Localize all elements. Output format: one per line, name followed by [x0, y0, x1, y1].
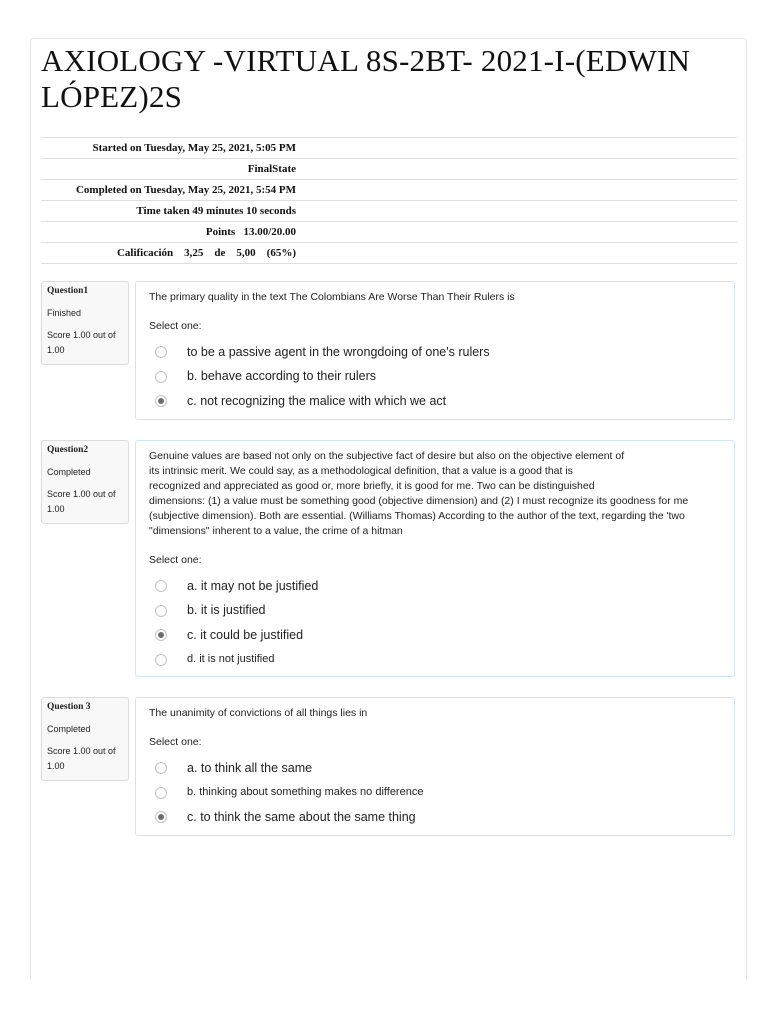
- page-title: AXIOLOGY -VIRTUAL 8S-2BT- 2021-I-(EDWIN LÓPEZ)2S: [41, 43, 691, 114]
- answer-option-selected[interactable]: [149, 805, 721, 830]
- summary-label: Points: [205, 226, 236, 238]
- answer-option-label[interactable]: b. it is justified: [187, 603, 266, 618]
- radio-button-checked[interactable]: [155, 811, 167, 823]
- select-one-prompt: Select one:: [149, 554, 202, 566]
- summary-row-grade: [41, 243, 737, 264]
- answer-option-label[interactable]: c. not recognizing the malice with which we act: [187, 393, 447, 408]
- summary-label: Calificación: [116, 247, 174, 259]
- radio-button-checked[interactable]: [155, 629, 167, 641]
- answer-option[interactable]: [149, 648, 721, 673]
- answer-option-selected[interactable]: [149, 623, 721, 648]
- answer-option[interactable]: [149, 340, 721, 365]
- answer-option[interactable]: [149, 756, 721, 781]
- answer-options: [149, 756, 721, 830]
- question-text-line: The unanimity of convictions of all things lies in: [149, 707, 368, 719]
- summary-row-completed: [41, 180, 737, 201]
- question-content: [135, 697, 735, 836]
- question-text-line: (subjective dimension). Both are essential. (Williams Thomas) According to the author of the text, regarding the 'two: [149, 510, 685, 522]
- radio-button[interactable]: [155, 371, 167, 383]
- answer-option[interactable]: [149, 781, 721, 806]
- question-number: Question 3: [47, 702, 91, 712]
- select-one-prompt: Select one:: [149, 320, 202, 332]
- summary-value: FinalState: [247, 163, 296, 175]
- summary-value: 49 minutes 10 seconds: [192, 205, 296, 217]
- summary-label: Completed on: [75, 184, 142, 196]
- question-text: [149, 449, 721, 539]
- radio-button[interactable]: [155, 654, 167, 666]
- summary-row-points: [41, 222, 737, 243]
- question-text-line: The primary quality in the text The Colombians Are Worse Than Their Rulers is: [149, 291, 515, 303]
- summary-row-state: [41, 159, 737, 180]
- answer-options: [149, 340, 721, 414]
- question-text-line: its intrinsic merit. We could say, as a methodological definition, that a value is a good that is: [149, 465, 573, 477]
- question-number: Question2: [47, 445, 89, 455]
- question-grade: Score 1.00 out of 1.00: [47, 489, 116, 514]
- summary-label: Started on: [92, 142, 142, 154]
- summary-label: Time taken: [136, 205, 190, 217]
- radio-button-checked[interactable]: [155, 395, 167, 407]
- answer-options: [149, 574, 721, 672]
- quiz-review-page: [30, 38, 747, 979]
- answer-option-label[interactable]: a. it may not be justified: [187, 578, 319, 593]
- answer-option-label[interactable]: b. behave according to their rulers: [187, 369, 376, 384]
- question-text-line: "dimensions" inherent to a value, the crime of a hitman: [149, 525, 403, 537]
- question-grade: Score 1.00 out of 1.00: [47, 746, 116, 771]
- attempt-summary-table: [41, 137, 737, 264]
- question-text-line: recognized and appreciated as good or, more briefly, it is good for me. Two can be distinguished: [149, 480, 595, 492]
- question-info: [41, 281, 129, 365]
- question-text-line: dimensions: (1) a value must be something good (objective dimension) and (2) I must recognize its goodness for me: [149, 495, 689, 507]
- radio-button[interactable]: [155, 605, 167, 617]
- question-state: Completed: [47, 724, 91, 734]
- answer-option-label[interactable]: to be a passive agent in the wrongdoing of one's rulers: [187, 344, 490, 359]
- select-one-prompt: Select one:: [149, 736, 202, 748]
- summary-value: Tuesday, May 25, 2021, 5:54 PM: [144, 184, 296, 196]
- summary-row-time-taken: [41, 201, 737, 222]
- question-content: [135, 281, 735, 420]
- radio-button[interactable]: [155, 762, 167, 774]
- question-text: [149, 290, 721, 305]
- answer-option[interactable]: [149, 574, 721, 599]
- radio-button[interactable]: [155, 346, 167, 358]
- radio-button[interactable]: [155, 580, 167, 592]
- question-number: Question1: [47, 286, 89, 296]
- answer-option-label[interactable]: d. it is not justified: [187, 653, 275, 666]
- question-text-line: Genuine values are based not only on the subjective fact of desire but also on the objective element of: [149, 450, 625, 462]
- answer-option-label[interactable]: a. to think all the same: [187, 760, 313, 775]
- summary-value: 13.00/20.00: [243, 226, 296, 238]
- question-grade: Score 1.00 out of 1.00: [47, 330, 116, 355]
- summary-value: 3,25 de 5,00 (65%): [184, 247, 296, 259]
- summary-row-started: [41, 138, 737, 159]
- answer-option-selected[interactable]: [149, 389, 721, 414]
- answer-option[interactable]: [149, 365, 721, 390]
- answer-option-label[interactable]: c. to think the same about the same thing: [187, 809, 416, 824]
- answer-option-label[interactable]: c. it could be justified: [187, 627, 304, 642]
- question-state: Finished: [47, 308, 82, 318]
- question-info: [41, 440, 129, 524]
- question-content: [135, 440, 735, 677]
- answer-option[interactable]: [149, 599, 721, 624]
- question-text: [149, 706, 721, 721]
- question-info: [41, 697, 129, 781]
- radio-button[interactable]: [155, 787, 167, 799]
- answer-option-label[interactable]: b. thinking about something makes no difference: [187, 786, 424, 799]
- question-state: Completed: [47, 467, 91, 477]
- summary-value: Tuesday, May 25, 2021, 5:05 PM: [144, 142, 296, 154]
